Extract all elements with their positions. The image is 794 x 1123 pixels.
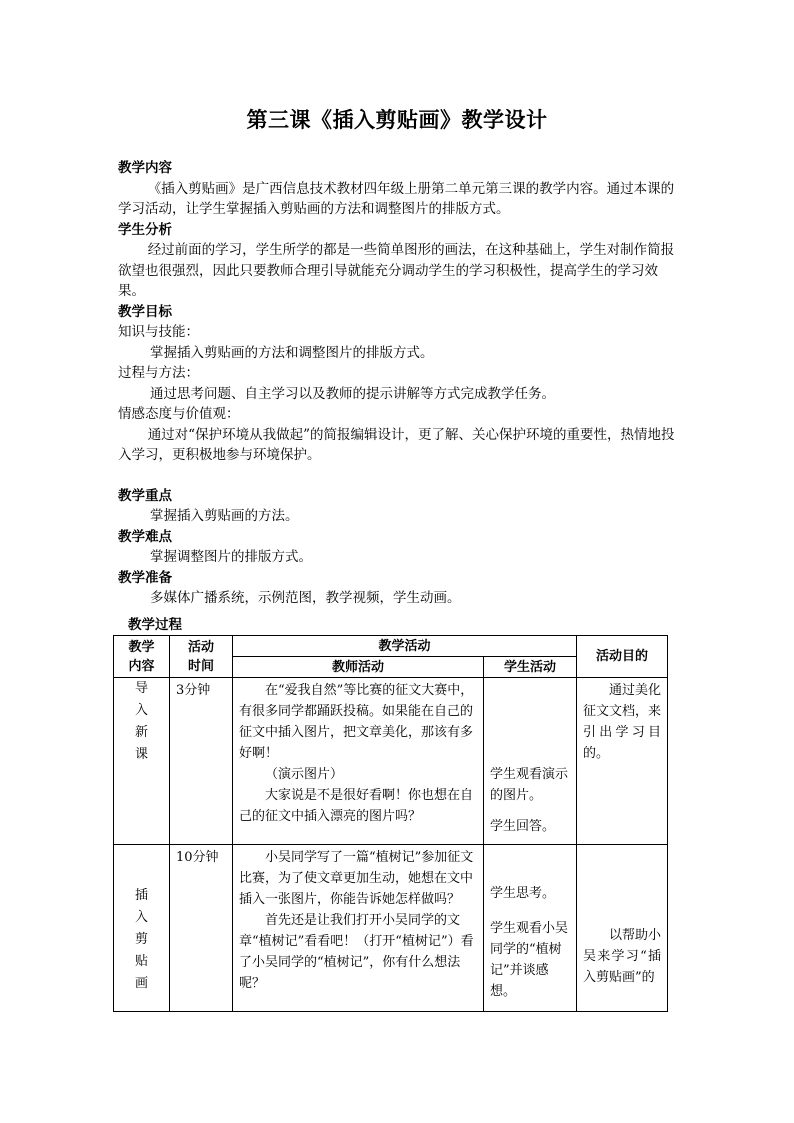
row1-student [484,678,577,845]
key-heading: 教学重点 [118,487,172,504]
table-header-row [114,636,668,657]
header-purpose: 活动目的 [577,636,668,678]
analysis-heading: 学生分析 [118,221,172,238]
table-row [114,678,668,845]
process-heading: 教学过程 [128,617,182,633]
goal-attitude-label: 情感态度与价值观： [118,406,240,422]
row2-teacher-p2: 首先还是让我们打开小吴同学的文章“植树记”看看吧！（打开“植树记”）看了小吴同学的“植树记”，你有什么想法呢？ [239,913,474,991]
difficulty-text: 掌握调整图片的排版方式。 [150,549,312,565]
row2-student-p2: 学生观看小吴同学的“植树记”并谈感想。 [490,921,569,999]
goals-heading: 教学目标 [118,303,172,320]
process-table [113,635,668,1012]
header-activity: 教学活动 [233,636,577,657]
document-body [118,158,680,609]
prep-heading: 教学准备 [118,569,172,586]
row1-purpose: 通过美化征文文档，来引出学习目的。 [577,678,668,845]
spacer [118,466,680,486]
row2-teacher-p1: 小吴同学写了一篇“植树记”参加征文比赛，为了使文章更加生动，她想在文中插入一张图片，你能告诉她怎样做吗？ [239,850,474,907]
header-teacher: 教师活动 [233,657,484,678]
row1-student-p2: 学生回答。 [490,819,556,834]
analysis-paragraph: 经过前面的学习，学生所学的都是一些简单图形的画法，在这种基础上，学生对制作简报欲望也很强烈，因此只要教师合理引导就能充分调动学生的学习积极性，提高学生的学习效果。 [118,242,675,299]
row2-student [484,845,577,1012]
content-paragraph: 《插入剪贴画》是广西信息技术教材四年级上册第二单元第三课的教学内容。通过本课的学习活动，让学生掌握插入剪贴画的方法和调整图片的排版方式。 [118,180,675,217]
row1-time: 3分钟 [170,678,233,845]
prep-text: 多媒体广播系统，示例范图，教学视频，学生动画。 [150,590,461,606]
row2-content: 插入剪贴画 [114,845,170,1012]
row1-teacher-p2: （演示图片） [265,767,344,782]
row1-teacher-p3: 大家说是不是很好看啊！你也想在自己的征文中插入漂亮的图片吗？ [239,788,474,824]
goal-attitude-text: 通过对“保护环境从我做起”的简报编辑设计，更了解、关心保护环境的重要性，热情地投入学习，更积极地参与环境保护。 [118,426,675,463]
row2-time: 10分钟 [170,845,233,1012]
row2-purpose: 以帮助小吴来学习“插入剪贴画”的 [577,845,668,1012]
header-time: 活动时间 [170,636,233,678]
content-heading: 教学内容 [118,160,172,176]
row2-student-p1: 学生思考。 [490,886,556,901]
row1-student-p1: 学生观看演示的图片。 [490,767,569,803]
row1-content: 导入新课 [114,678,170,845]
document-title: 第三课《插入剪贴画》教学设计 [246,108,548,132]
difficulty-heading: 教学难点 [118,528,172,545]
goal-process-text: 通过思考问题、自主学习以及教师的提示讲解等方式完成教学任务。 [150,385,555,402]
goal-knowledge-text: 掌握插入剪贴画的方法和调整图片的排版方式。 [150,344,434,361]
key-text: 掌握插入剪贴画的方法。 [150,508,299,524]
header-content: 教学内容 [114,636,170,678]
goal-knowledge-label: 知识与技能： [118,324,199,340]
table-row [114,845,668,1012]
row1-teacher-p1: 在“爱我自然”等比赛的征文大赛中，有很多同学都踊跃投稿。如果能在自己的征文中插入图片，把文章美化，那该有多好啊！ [239,683,474,761]
header-student: 学生活动 [484,657,577,678]
row1-teacher [233,678,484,845]
row2-teacher [233,845,484,1012]
goal-process-label: 过程与方法： [118,365,199,381]
